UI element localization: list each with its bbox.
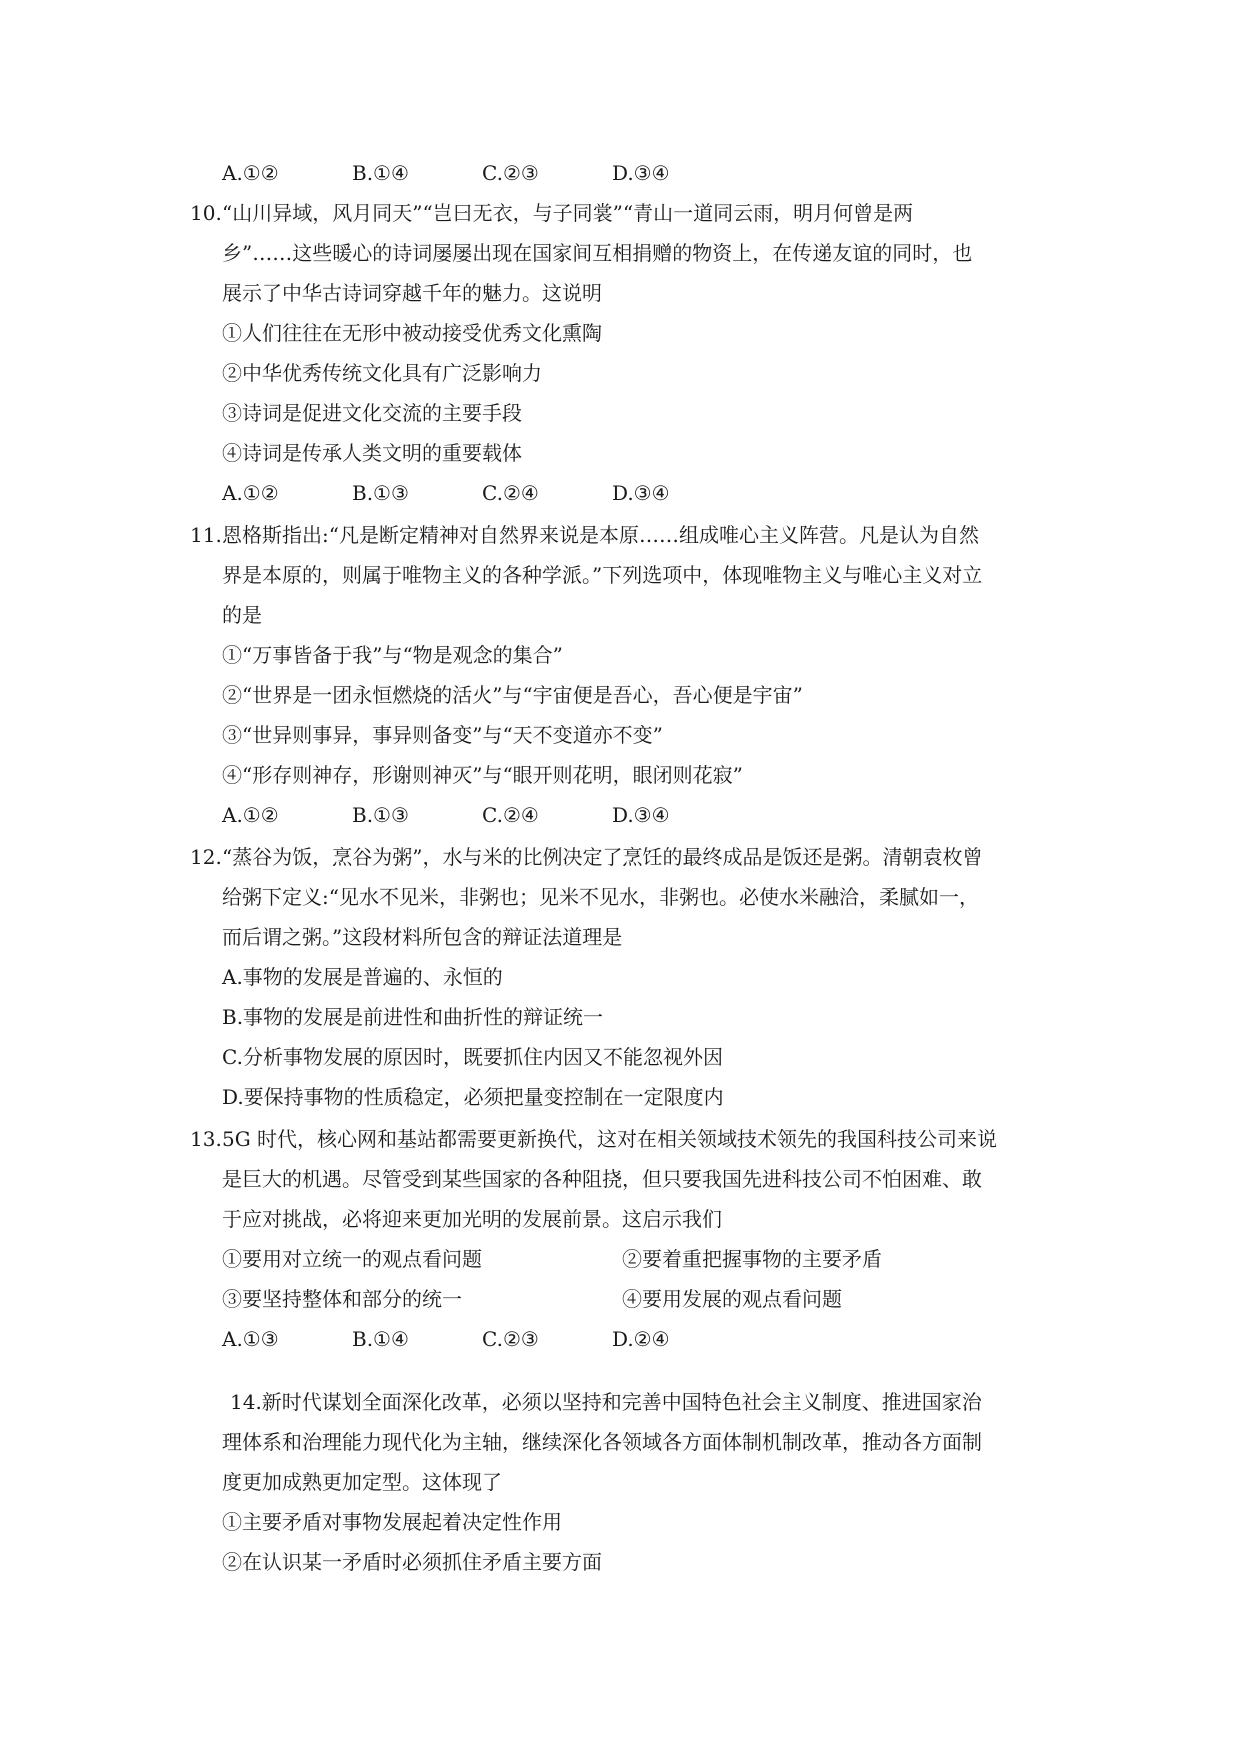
q11-item: ④“形存则神存，形谢则神灭”与“眼开则花明，眼闭则花寂” — [222, 763, 743, 787]
q13-item: ②要着重把握事物的主要矛盾 — [622, 1247, 882, 1271]
q11-options — [222, 801, 742, 829]
q10-item: ①人们往往在无形中被动接受优秀文化熏陶 — [222, 321, 602, 345]
q11-stem-line: 界是本原的，则属于唯物主义的各种学派。”下列选项中，体现唯物主义与唯心主义对立 — [222, 563, 983, 587]
q13-item: ④要用发展的观点看问题 — [622, 1287, 842, 1311]
q10-option-b: B.①③ — [352, 481, 409, 505]
q9-option-a: A.①② — [222, 161, 279, 185]
q10-item: ②中华优秀传统文化具有广泛影响力 — [222, 361, 542, 385]
q10-item: ④诗词是传承人类文明的重要载体 — [222, 441, 522, 465]
q10-option-c: C.②④ — [482, 481, 539, 505]
q13-item: ①要用对立统一的观点看问题 — [222, 1247, 482, 1271]
q14-item: ①主要矛盾对事物发展起着决定性作用 — [222, 1510, 562, 1534]
q13-option-a: A.①③ — [222, 1327, 279, 1351]
q12-stem-line: 而后谓之粥。”这段材料所包含的辩证法道理是 — [222, 925, 623, 949]
q9-option-d: D.③④ — [612, 161, 670, 185]
q10-stem-line: 乡”……这些暖心的诗词屡屡出现在国家间互相捐赠的物资上，在传递友谊的同时，也 — [222, 241, 973, 265]
q13-number: 13. — [190, 1127, 222, 1151]
q10-options — [222, 479, 742, 507]
q10-stem-line: 展示了中华古诗词穿越千年的魅力。这说明 — [222, 281, 602, 305]
q12-stem-line: 给粥下定义:“见水不见米，非粥也；见米不见水，非粥也。必使水米融洽，柔腻如一， — [222, 885, 979, 909]
q12-option: C.分析事物发展的原因时，既要抓住内因又不能忽视外因 — [222, 1045, 723, 1069]
q10-option-a: A.①② — [222, 481, 279, 505]
q13-options — [222, 1325, 742, 1353]
q11-option-b: B.①③ — [352, 803, 409, 827]
q14-stem-line: 理体系和治理能力现代化为主轴，继续深化各领域各方面体制机制改革，推动各方面制 — [222, 1430, 982, 1454]
q12-option: D.要保持事物的性质稳定，必须把量变控制在一定限度内 — [222, 1085, 724, 1109]
q9-options — [222, 159, 742, 187]
q13-stem-line: 是巨大的机遇。尽管受到某些国家的各种阻挠，但只要我国先进科技公司不怕困难、敢 — [222, 1167, 982, 1191]
q14-stem-line: 度更加成熟更加定型。这体现了 — [222, 1470, 502, 1494]
q13-stem-line: 于应对挑战，必将迎来更加光明的发展前景。这启示我们 — [222, 1207, 722, 1231]
q11-number: 11. — [190, 523, 222, 547]
q10-option-d: D.③④ — [612, 481, 670, 505]
q11-stem-line: 恩格斯指出:“凡是断定精神对自然界来说是本原……组成唯心主义阵营。凡是认为自然 — [222, 523, 979, 547]
q11-option-c: C.②④ — [482, 803, 539, 827]
q11-item: ①“万事皆备于我”与“物是观念的集合” — [222, 643, 563, 667]
q13-stem-line: 5G 时代，核心网和基站都需要更新换代，这对在相关领域技术领先的我国科技公司来说 — [222, 1127, 998, 1151]
q11-item: ②“世界是一团永恒燃烧的活火”与“宇宙便是吾心，吾心便是宇宙” — [222, 683, 803, 707]
q11-stem-line: 的是 — [222, 603, 262, 627]
q12-option: B.事物的发展是前进性和曲折性的辩证统一 — [222, 1005, 604, 1029]
q13-items-row — [222, 1285, 1022, 1313]
q12-number: 12. — [190, 845, 222, 869]
q12-stem-line: “蒸谷为饭，烹谷为粥”，水与米的比例决定了烹饪的最终成品是饭还是粥。清朝袁枚曾 — [222, 845, 983, 869]
q9-option-c: C.②③ — [482, 161, 539, 185]
q11-item: ③“世异则事异，事异则备变”与“天不变道亦不变” — [222, 723, 663, 747]
q9-option-b: B.①④ — [352, 161, 409, 185]
q14-stem-line: 14.新时代谋划全面深化改革，必须以坚持和完善中国特色社会主义制度、推进国家治 — [230, 1390, 982, 1414]
q10-stem-line: “山川异域，风月同天”“岂曰无衣，与子同裳”“青山一道同云雨，明月何曾是两 — [222, 201, 914, 225]
q12-option: A.事物的发展是普遍的、永恒的 — [222, 965, 503, 989]
q13-option-c: C.②③ — [482, 1327, 539, 1351]
q10-number: 10. — [190, 201, 222, 225]
q10-item: ③诗词是促进文化交流的主要手段 — [222, 401, 522, 425]
q13-items-row — [222, 1245, 1022, 1273]
q13-item: ③要坚持整体和部分的统一 — [222, 1287, 462, 1311]
q13-option-b: B.①④ — [352, 1327, 409, 1351]
q14-item: ②在认识某一矛盾时必须抓住矛盾主要方面 — [222, 1550, 602, 1574]
q13-option-d: D.②④ — [612, 1327, 670, 1351]
q11-option-a: A.①② — [222, 803, 279, 827]
q11-option-d: D.③④ — [612, 803, 670, 827]
